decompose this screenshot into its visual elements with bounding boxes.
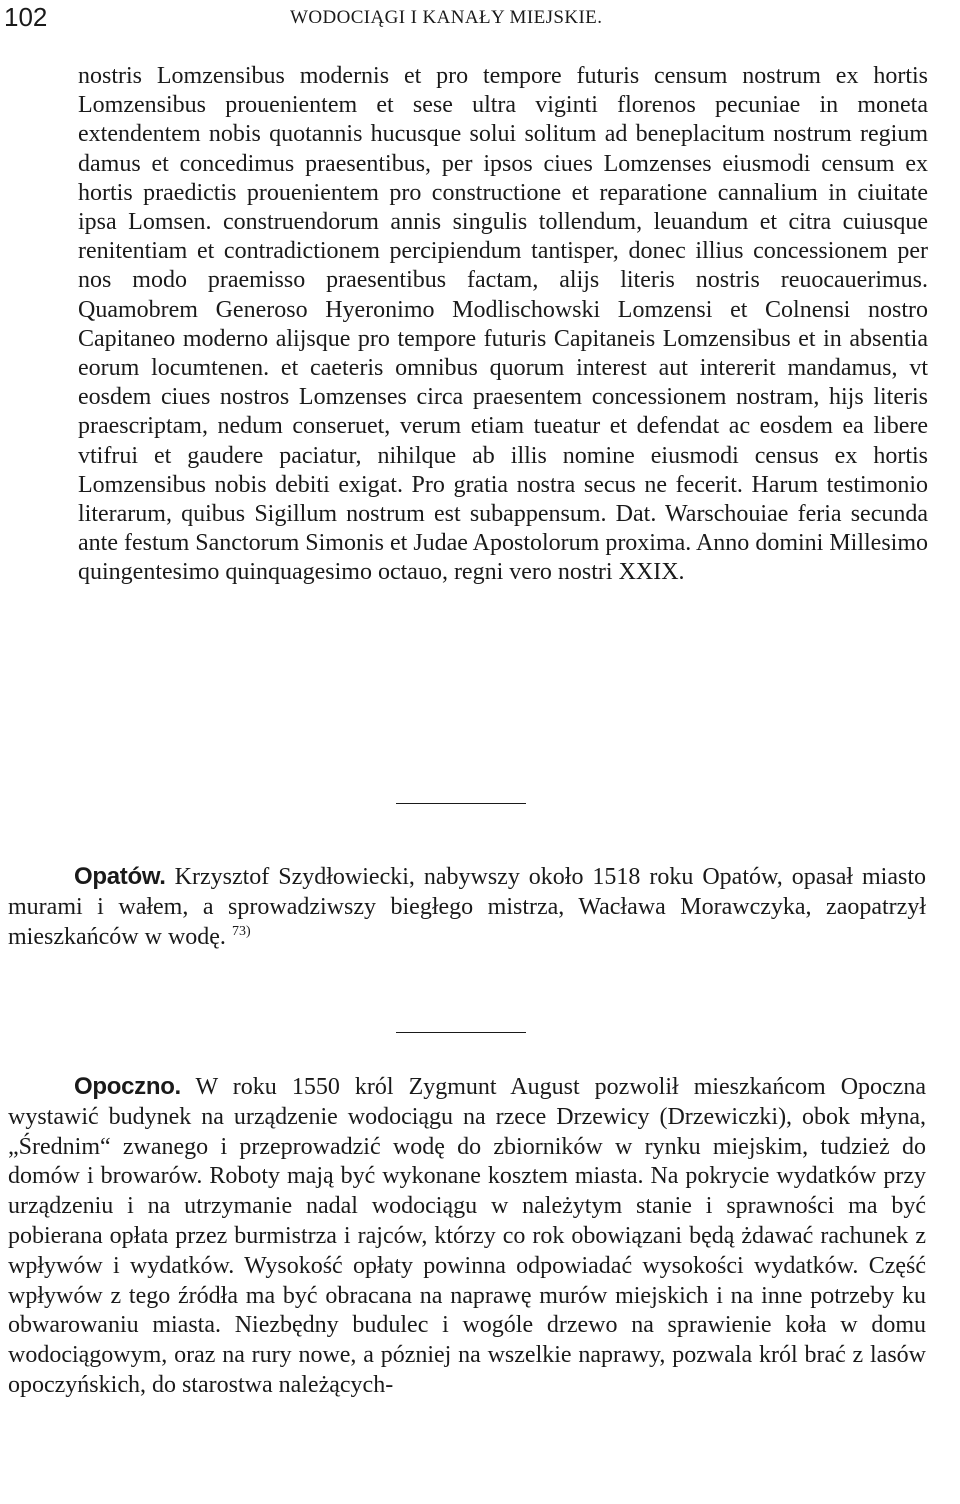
entry-heading-opoczno: Opoczno.	[74, 1073, 181, 1100]
entry-body-opatow: Krzysztof Szydłowiecki, nabywszy około 1518 roku Opatów, opasał miasto murami i wałem, a sprowadziwszy biegłego mistrza, Wacława Morawczyka, zaopatrzył mieszkańców w wodę.	[8, 864, 927, 950]
section-divider	[396, 1032, 526, 1033]
footnote-reference: 73)	[231, 923, 251, 939]
page-number: 102	[4, 2, 48, 32]
entry-heading-opatow: Opatów.	[74, 863, 166, 890]
section-divider	[396, 803, 526, 804]
running-header	[4, 2, 936, 32]
latin-charter-text: nostris Lomzensibus modernis et pro tempore futuris censum nostrum ex hortis Lomzensibus prouenientem et sese ultra viginti florenos pecuniae in moneta extendentem nobis quotannis hucusque solui solitum ad beneplacitum nostrum regium damus et concedimus praesentibus, per ipsos ciues Lomzenses eiusmodi censum ex hortis praedictis prouenientem pro constructione et reparatione cannalium in ciuitate ipsa Lomsen. construendorum annis singulis tollendum, leuandum et citra cuiusque renitentiam et contradictionem percipiendum tantisper, donec illius concessionem per nos modo praemisso praesentibus factam, alijs literis nostris reuocauerimus. Quamobrem Generoso Hyeronimo Modlischowski Lomzensi et Colnensi nostro Capitaneo moderno alijsque pro tempore futuris Capitaneis Lomzensibus et in absentia eorum locumtenen. et caeteris omnibus quorum interest aut intererit mandamus, vt eosdem ciues nostros Lomzenses circa praesentem concessionem nostram, hijs literis praescriptam, nedum conseruet, verum etiam tueatur et defendat ac eosdem ea libere vtifrui et gaudere paciatur, nihilque ab illis nomine eiusmodi census ex hortis Lomzensibus nobis debiti exigat. Pro gratia nostra secus ne fecerit. Harum testimonio literarum, quibus Sigillum nostrum est subappensum. Dat. Warschouiae feria secunda ante festum Sanctorum Simonis et Judae Apostolorum proxima. Anno domini Millesimo quingentesimo quinquagesimo octauo, regni vero nostri XXIX.	[78, 63, 928, 586]
entry-body-opoczno: W roku 1550 król Zygmunt August pozwolił mieszkańcom Opoczna wystawić budynek na urządzenie wodociągu na rzece Drzewicy (Drzewiczki), obok młyna, „Średnim“ zwanego i przeprowadzić wodę do zbiorników w rynku miejskim, tudzież do domów i browarów. Roboty mają być wykonane kosztem miasta. Na pokrycie wydatków przy urządzeniu i na utrzymanie nadal wodociągu w należytym stanie i sprawności ma być pobierana opłata przez burmistrza i rajców, którzy co rok obowiązani będą żdawać rachunek z wpływów i wydatków. Wysokość opłaty powinna odpowiadać wysokości wydatków. Część wpływów z tego źródła ma być obracana na naprawę murów miejskich i na inne potrzeby ku obwarowaniu miasta. Niezbędny budulec i wogóle drzewo na sprawienie koła w domu wodociągowym, oraz na rury nowe, a pózniej na wszelkie naprawy, pozwala król brać z lasów opoczyńskich, do starostwa należących-	[8, 1074, 926, 1398]
running-title: WODOCIĄGI I KANAŁY MIEJSKIE.	[290, 7, 603, 28]
entry-opatow	[8, 862, 926, 952]
entry-opoczno	[8, 1072, 926, 1401]
